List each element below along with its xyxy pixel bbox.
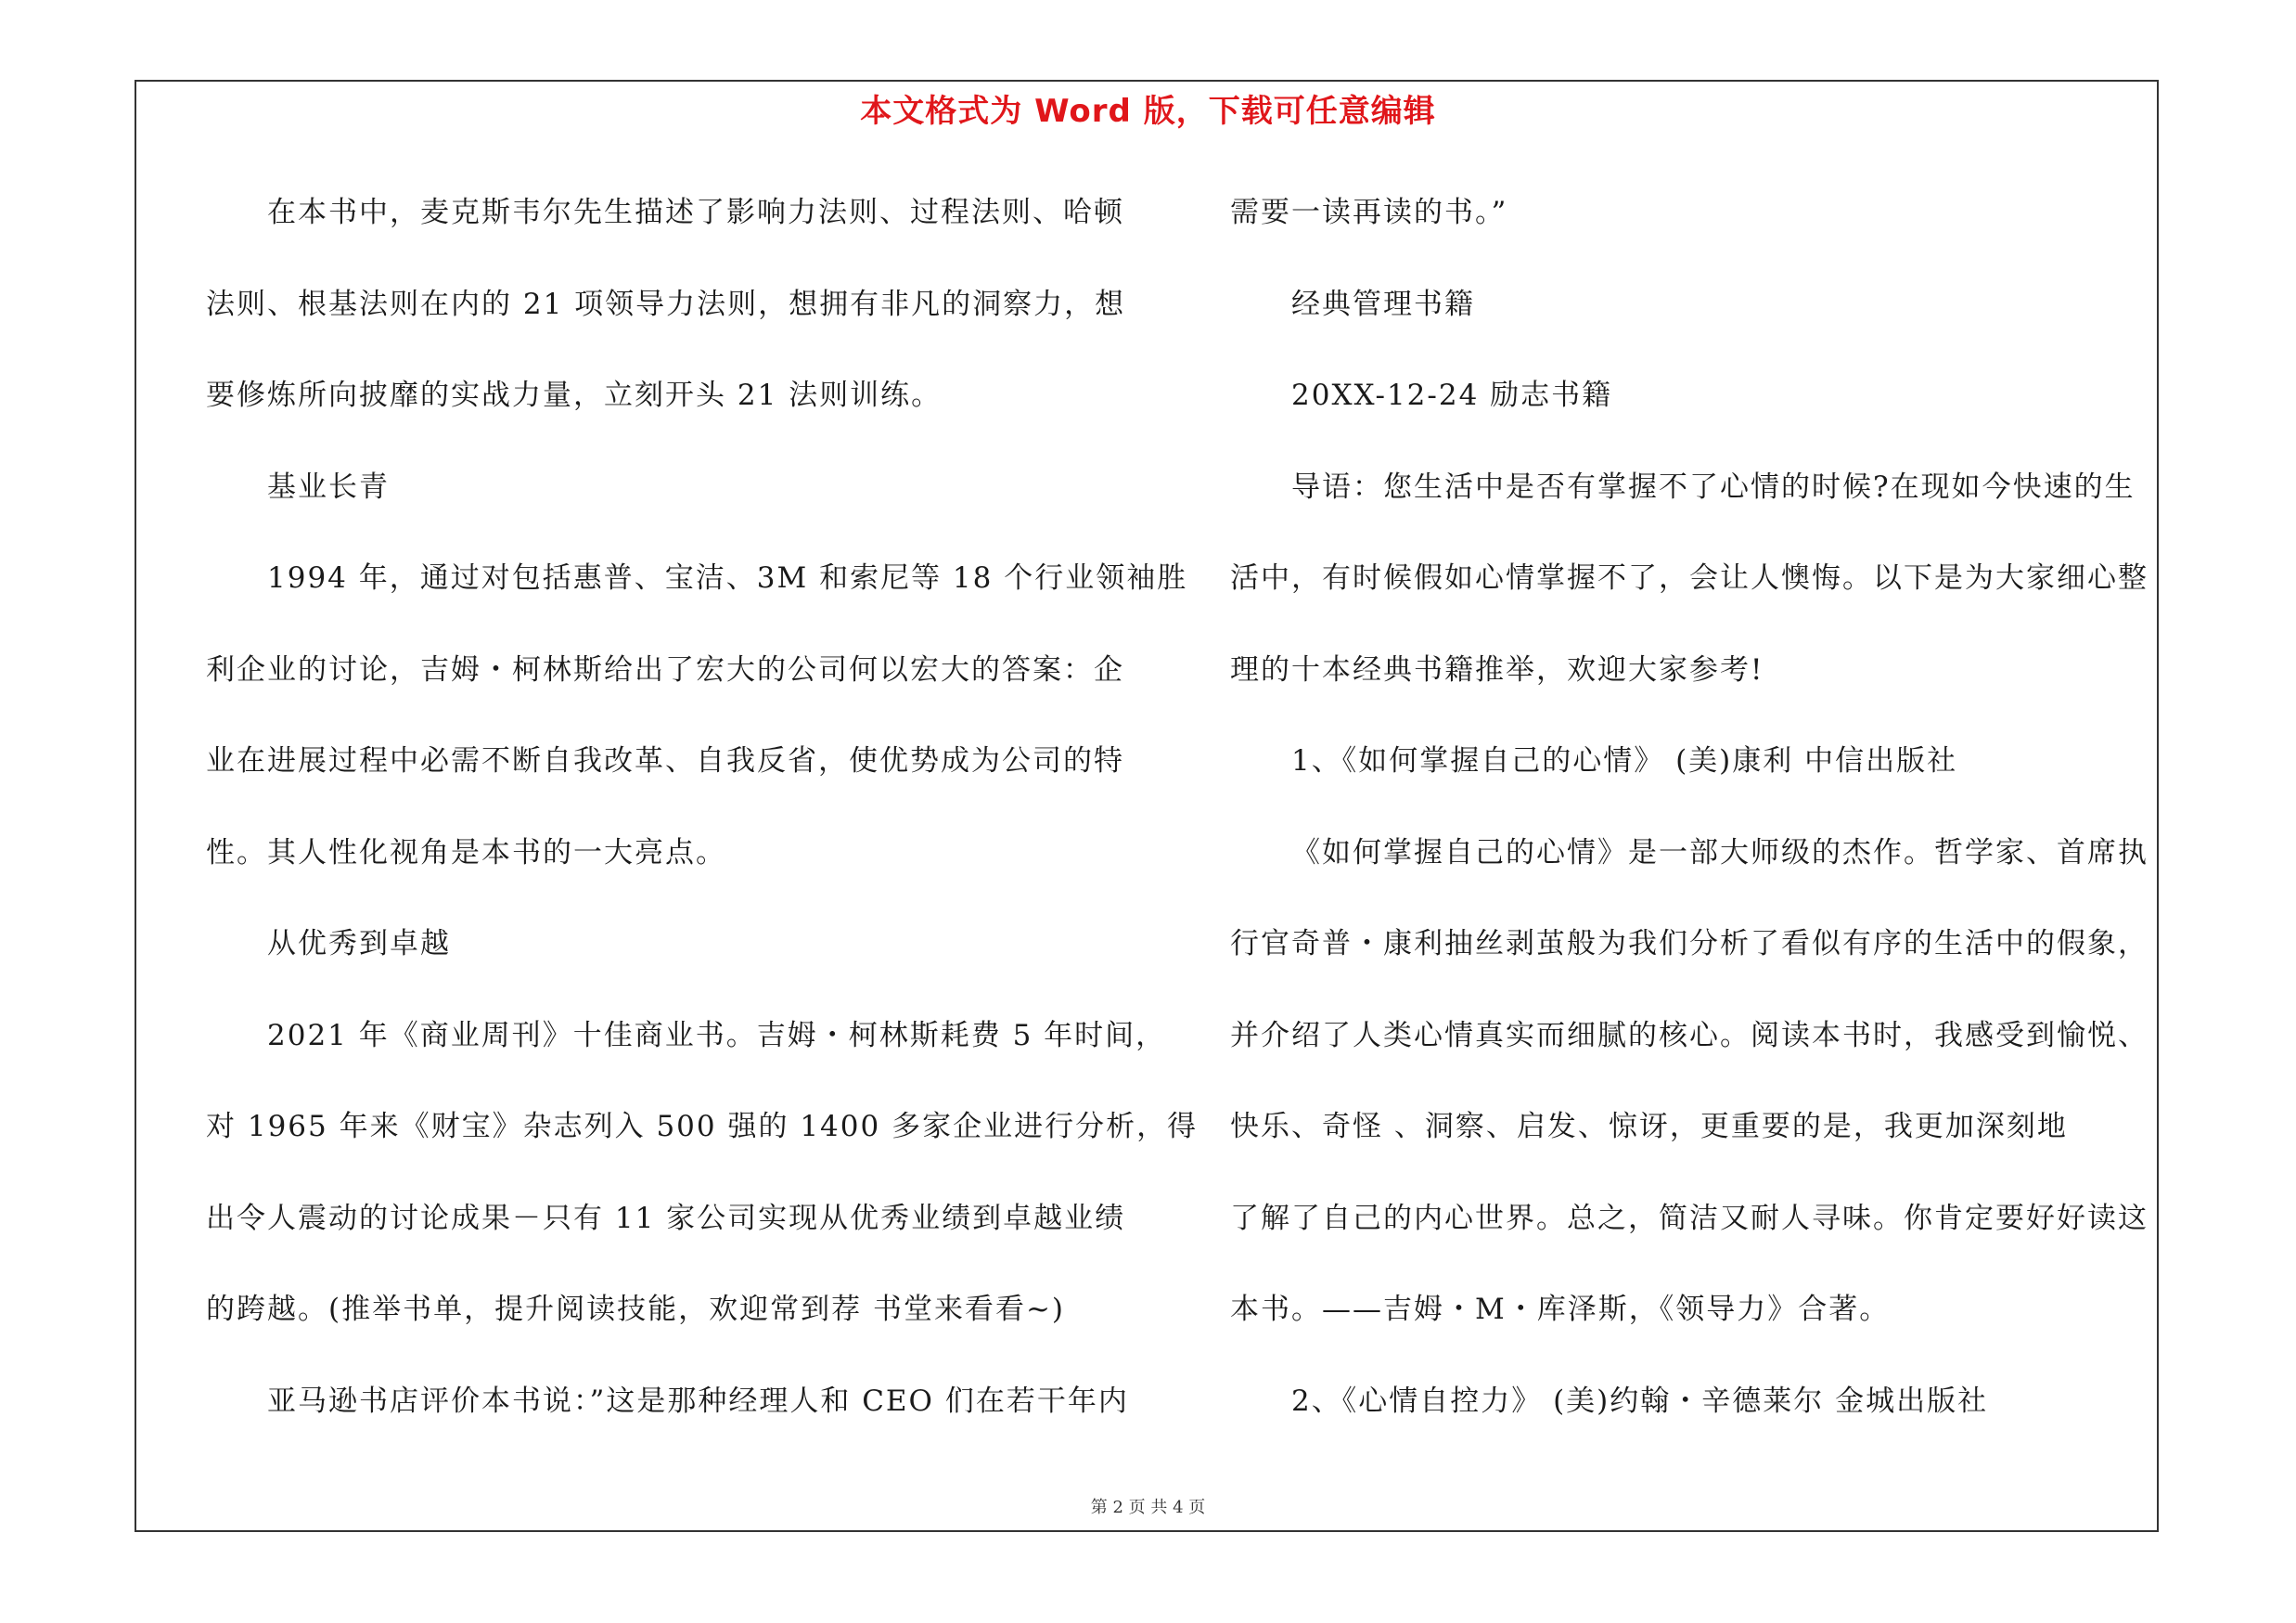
right-column — [1230, 186, 2167, 1465]
section-heading: 经典管理书籍 — [1291, 287, 1475, 321]
text-line: 对 1965 年来《财宝》杂志列入 500 强的 1400 多家企业进行分析，得 — [206, 1110, 1199, 1143]
left-column — [206, 186, 1199, 1465]
word-format-banner: 本文格式为 Word 版，下载可任意编辑 — [860, 93, 1436, 130]
text-line: 法则、根基法则在内的 21 项领导力法则，想拥有非凡的洞察力，想 — [206, 287, 1126, 321]
text-line: 快乐、奇怪 、洞察、启发、惊讶，更重要的是，我更加深刻地 — [1230, 1110, 2068, 1143]
text-line: 了解了自己的内心世界。总之，简洁又耐人寻味。你肯定要好好读这 — [1230, 1201, 2148, 1235]
text-line: 导语：您生活中是否有掌握不了心情的时候?在现如今快速的生 — [1291, 470, 2136, 504]
text-line: 活中，有时候假如心情掌握不了，会让人懊悔。以下是为大家细心整 — [1230, 561, 2148, 595]
text-line: 出令人震动的讨论成果－只有 11 家公司实现从优秀业绩到卓越业绩 — [206, 1201, 1126, 1235]
text-line: 要修炼所向披靡的实战力量，立刻开头 21 法则训练。 — [206, 379, 943, 412]
text-line: 在本书中，麦克斯韦尔先生描述了影响力法则、过程法则、哈顿 — [267, 196, 1124, 229]
text-line: 行官奇普・康利抽丝剥茧般为我们分析了看似有序的生活中的假象， — [1230, 927, 2148, 960]
text-line: 利企业的讨论，吉姆・柯林斯给出了宏大的公司何以宏大的答案：企 — [206, 652, 1124, 687]
text-line: 理的十本经典书籍推举，欢迎大家参考! — [1230, 652, 1764, 687]
text-line: 业在进展过程中必需不断自我改革、自我反省，使优势成为公司的特 — [206, 744, 1124, 778]
section-heading: 从优秀到卓越 — [267, 927, 451, 960]
text-line: 需要一读再读的书。” — [1230, 196, 1508, 229]
section-heading: 基业长青 — [267, 470, 390, 504]
text-line: 的跨越。(推举书单，提升阅读技能，欢迎常到荐 书堂来看看~) — [206, 1293, 1066, 1326]
text-line: 性。其人性化视角是本书的一大亮点。 — [206, 835, 726, 869]
text-line: 1994 年，通过对包括惠普、宝洁、3M 和索尼等 18 个行业领袖胜 — [267, 561, 1188, 595]
text-line: 本书。——吉姆・M・库泽斯，《领导力》合著。 — [1230, 1293, 1891, 1326]
text-line: 《如何掌握自己的心情》是一部大师级的杰作。哲学家、首席执 — [1291, 835, 2148, 869]
page-number-footer: 第 2 页 共 4 页 — [1090, 1498, 1206, 1517]
book-title-line: 2、《心情自控力》 (美)约翰・辛德莱尔 金城出版社 — [1291, 1384, 1989, 1418]
text-line: 并介绍了人类心情真实而细腻的核心。阅读本书时，我感受到愉悦、 — [1230, 1018, 2148, 1052]
text-line: 亚马逊书店评价本书说：”这是那种经理人和 CEO 们在若干年内 — [267, 1384, 1129, 1418]
date-line: 20XX-12-24 励志书籍 — [1291, 379, 1613, 412]
text-line: 2021 年《商业周刊》十佳商业书。吉姆・柯林斯耗费 5 年时间， — [267, 1018, 1167, 1052]
book-title-line: 1、《如何掌握自己的心情》 (美)康利 中信出版社 — [1291, 744, 1958, 778]
